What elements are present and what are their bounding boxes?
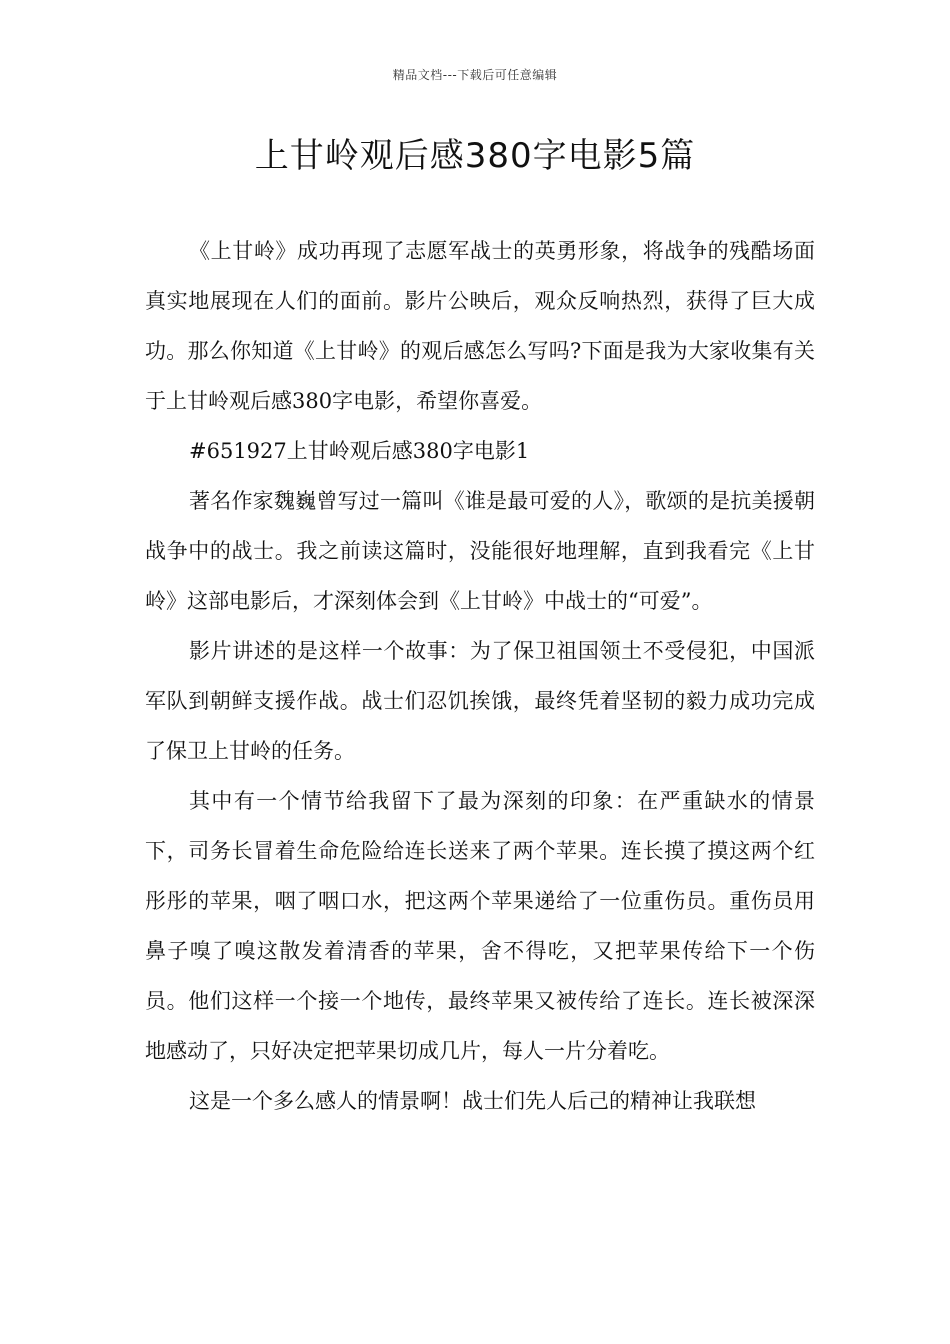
- paragraph: 这是一个多么感人的情景啊！战士们先人后己的精神让我联想: [189, 1089, 756, 1113]
- section-heading: #651927上甘岭观后感380字电影1: [189, 439, 530, 463]
- paragraph-intro: 《上甘岭》成功再现了志愿军战士的英勇形象，将战争的残酷场面真实地展现在人们的面前。影片公映后，观众反响热烈，获得了巨大成功。那么你知道《上甘岭》的观后感怎么写吗?下面是我为大家收集有关于上甘岭观后感380字电影，希望你喜爱。: [145, 239, 815, 413]
- paragraph: 其中有一个情节给我留下了最为深刻的印象：在严重缺水的情景下，司务长冒着生命危险给连长送来了两个苹果。连长摸了摸这两个红彤彤的苹果，咽了咽口水，把这两个苹果递给了一位重伤员。重伤员用鼻子嗅了嗅这散发着清香的苹果，舍不得吃，又把苹果传给下一个伤员。他们这样一个接一个地传，最终苹果又被传给了连长。连长被深深地感动了，只好决定把苹果切成几片，每人一片分着吃。: [145, 789, 815, 1063]
- paragraph: 著名作家魏巍曾写过一篇叫《谁是最可爱的人》，歌颂的是抗美援朝战争中的战士。我之前读这篇时，没能很好地理解，直到我看完《上甘岭》这部电影后，才深刻体会到《上甘岭》中战士的“可爱”。: [145, 489, 815, 613]
- document-body: [145, 226, 815, 1126]
- paragraph: 影片讲述的是这样一个故事：为了保卫祖国领土不受侵犯，中国派军队到朝鲜支援作战。战士们忍饥挨饿，最终凭着坚韧的毅力成功完成了保卫上甘岭的任务。: [145, 639, 815, 763]
- header-note: 精品文档---下载后可任意编辑: [392, 68, 558, 82]
- document-title: 上甘岭观后感380字电影5篇: [254, 136, 696, 176]
